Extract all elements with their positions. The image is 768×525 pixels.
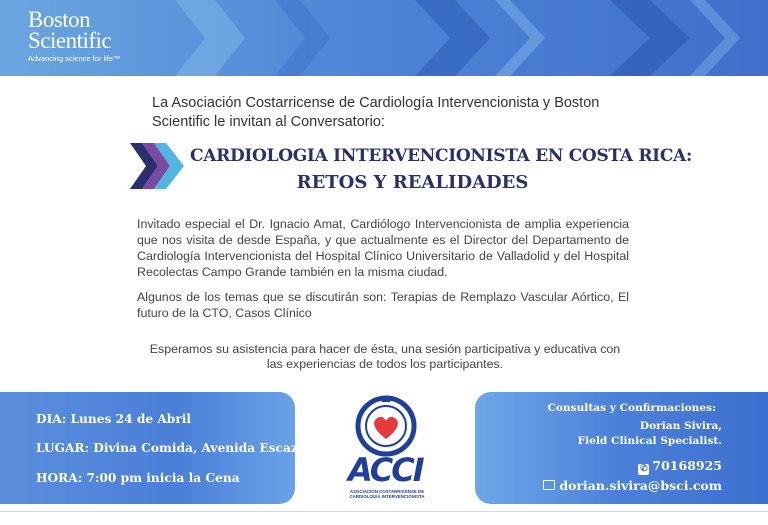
bottom-divider (0, 511, 768, 512)
phone-icon: ✆ (640, 464, 648, 474)
closing-line2: las experiencias de todos los participantes. (266, 357, 504, 371)
logo-line2: Scientific (28, 28, 112, 53)
event-title-line1: CARDIOLOGIA INTERVENCIONISTA EN COSTA RICA: (190, 146, 692, 166)
guest-paragraph: Invitado especial el Dr. Ignacio Amat, Cardiólogo Intervencionista de amplia experiencia que nos visita de desde España, y que actualmente es el Director del Departamento de Cardiología Intervencionista del Hospital Clínico Universitario de Valladolid y del Hospital Recolectas Campo Grande también en la misma ciudad. (137, 217, 629, 279)
closing-line1: Esperamos su asistencia para hacer de ésta, una sesión participativa y educativa con (149, 342, 621, 356)
contact-role: Field Clinical Specialist. (577, 435, 722, 447)
closing-text (145, 342, 625, 372)
acci-name: ACCI (348, 451, 423, 489)
intro-text: La Asociación Costarricense de Cardiología Intervencionista y Boston Scientific le invitan al Conversatorio: (152, 95, 600, 130)
topics-paragraph: Algunos de los temas que se discutirán son: Terapias de Remplazo Vascular Aórtico, El futuro de la CTO, Casos Clínico (137, 290, 629, 320)
boston-scientific-logo (28, 7, 121, 63)
event-details-panel (0, 392, 307, 504)
heart-circle-icon (338, 393, 434, 457)
logo-line1: Boston (28, 7, 91, 32)
contact-email[interactable] (543, 478, 722, 493)
logo-tagline: Advancing science for life™ (28, 54, 121, 63)
event-place: LUGAR: Divina Comida, Avenida Escazú (36, 441, 307, 455)
acci-subtitle-line2: CARDIOLOGÍA INTERVENCIONISTA (349, 494, 425, 499)
acci-subtitle-line1: ASOCIACIÓN COSTARRICENSE DE (349, 489, 425, 494)
header-banner (0, 0, 768, 76)
acci-subtitle (340, 489, 434, 499)
contact-panel (475, 392, 768, 504)
contact-phone (638, 458, 722, 475)
phone-number: 70168925 (652, 458, 722, 473)
triple-arrow-icon (128, 143, 188, 189)
email-icon (543, 480, 555, 490)
contact-name: Dorian Sivira, (639, 420, 722, 432)
event-title-line2: RETOS Y REALIDADES (296, 172, 529, 193)
email-address[interactable]: dorian.sivira@bsci.com (559, 478, 722, 493)
event-time: HORA: 7:00 pm inicia la Cena (36, 471, 240, 485)
event-day: DIA: Lunes 24 de Abril (36, 412, 191, 426)
acci-logo (338, 393, 434, 511)
contact-heading: Consultas y Confirmaciones: (547, 402, 716, 414)
